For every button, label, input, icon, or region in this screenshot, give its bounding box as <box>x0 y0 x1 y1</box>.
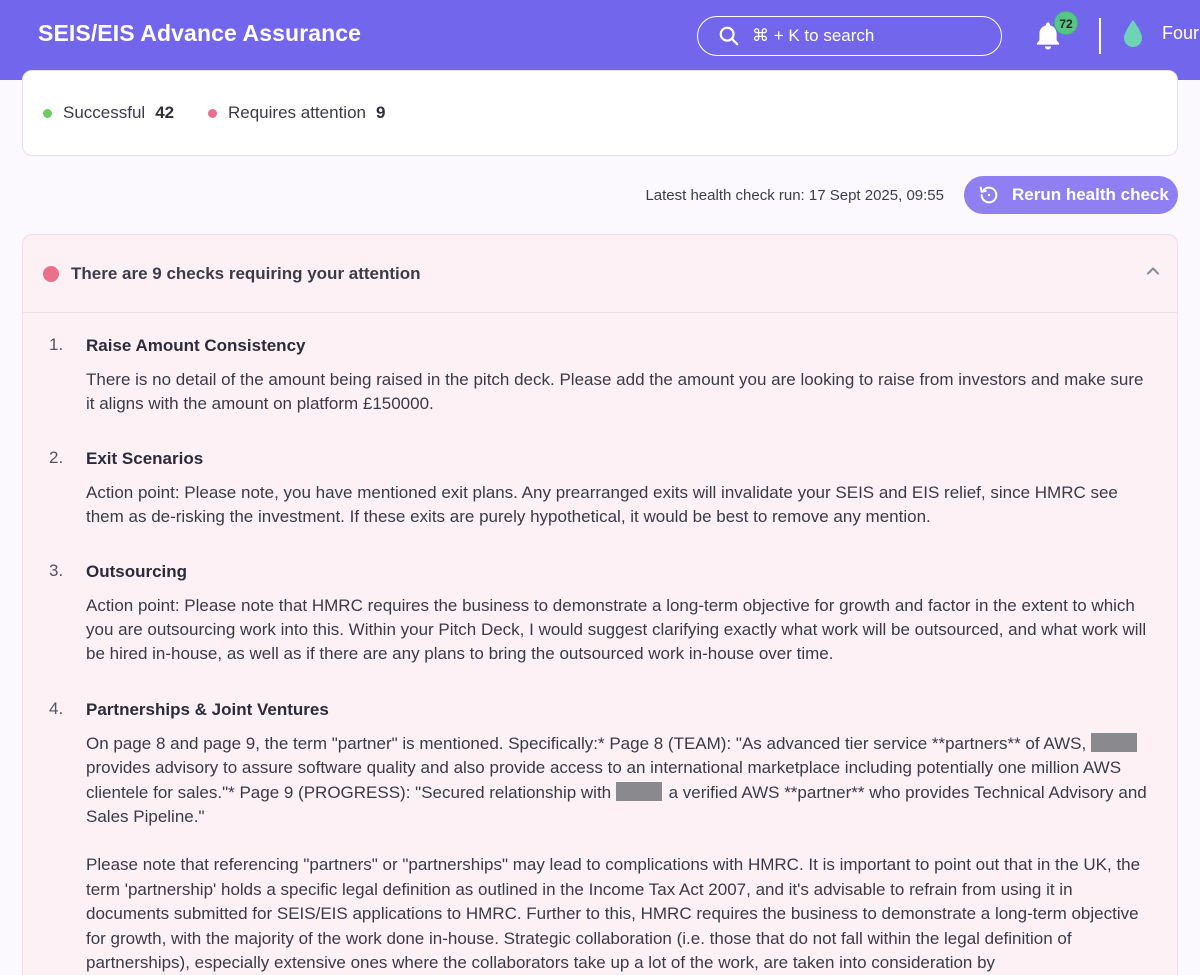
check-body: Action point: Please note, you have mentioned exit plans. Any prearranged exits will invalidate your SEIS and EIS relief, since HMRC see them as de-risking the investment. If these exits are purely hypothetical, it would be best to remove any mention. <box>86 482 1118 527</box>
chevron-up-icon[interactable] <box>1145 263 1161 279</box>
list-item <box>49 448 1155 530</box>
top-bar <box>0 0 1200 80</box>
header-divider <box>1099 18 1101 54</box>
attention-count: 9 <box>375 103 386 122</box>
check-body: There is no detail of the amount being raised in the pitch deck. Please add the amount you are looking to raise from investors and make sure it aligns with the amount on platform £150000. <box>86 370 1144 414</box>
success-dot-icon <box>43 109 52 118</box>
attention-panel-title: There are 9 checks requiring your attention <box>71 263 421 283</box>
list-item <box>49 561 1155 667</box>
check-index: 4. <box>49 698 64 718</box>
check-index: 3. <box>49 560 64 580</box>
search-input[interactable] <box>697 16 1002 56</box>
check-title: Outsourcing <box>86 561 188 581</box>
check-body-secondary: Please note that referencing "partners" or "partnerships" may lead to complications with HMRC. It is important to point out that in the UK, the term 'partnership' holds a specific legal definition as outlined in the Income Tax Act 2007, and it's advisable to refrain from using it in documents submitted for SEIS/EIS applications to HMRC. Further to this, HMRC requires the business to demonstrate a long-term objective for growth, with the majority of the work done in-house. Strategic collaboration (i.e. those that do not fall within the legal definition of partnerships), especially extensive ones where the collaborators take up a lot of the work, are taken into consideration by <box>86 855 1141 973</box>
search-placeholder: ⌘ + K to search <box>752 26 875 45</box>
attention-stat <box>208 103 385 123</box>
rerun-label: Rerun health check <box>1012 185 1169 204</box>
org-switcher-label[interactable]: Four <box>1162 23 1200 43</box>
notifications-button[interactable] <box>1033 17 1073 54</box>
list-item <box>49 335 1155 417</box>
health-summary-card <box>22 70 1178 156</box>
check-index: 2. <box>49 447 64 467</box>
redacted-block <box>1091 733 1137 752</box>
check-body-part: a verified AWS **partner** who provides Technical Advisory and Sales Pipeline." <box>86 782 1147 827</box>
list-item <box>49 699 1155 975</box>
check-body-part: On page 8 and page 9, the term "partner" is mentioned. Specifically:* Page 8 (TEAM): "As advanced tier service **partners** of AWS, <box>86 733 1087 753</box>
check-body: Action point: Please note that HMRC requires the business to demonstrate a long-term objective for growth and factor in the extent to which you are outsourcing work into this. Within your Pitch Deck, I would suggest clarifying exactly what work will be outsourced, and what work will be hired in-house, as well as if there are any plans to bring the outsourced work in-house over time. <box>86 595 1147 664</box>
page-title: SEIS/EIS Advance Assurance <box>38 20 362 46</box>
successful-stat <box>43 103 174 123</box>
attention-label: Requires attention <box>228 103 366 122</box>
check-title: Partnerships & Joint Ventures <box>86 699 329 719</box>
drop-icon[interactable] <box>1122 18 1144 48</box>
check-title: Exit Scenarios <box>86 448 204 468</box>
attention-panel <box>22 234 1178 975</box>
check-title: Raise Amount Consistency <box>86 336 306 355</box>
notification-count-badge: 72 <box>1054 11 1078 35</box>
health-check-row <box>0 176 1200 216</box>
attention-status-dot-icon <box>43 266 59 282</box>
check-body <box>86 732 1155 830</box>
redacted-block <box>616 782 662 801</box>
rerun-icon <box>978 184 1000 206</box>
attention-dot-icon <box>208 109 217 118</box>
successful-count: 42 <box>155 103 175 122</box>
rerun-health-check-button[interactable] <box>964 176 1178 214</box>
successful-label: Successful <box>63 103 146 122</box>
attention-panel-header[interactable] <box>23 235 1177 313</box>
last-run-timestamp: Latest health check run: 17 Sept 2025, 09:55 <box>645 187 944 204</box>
check-body-part: provides advisory to assure software quality and also provide access to an international marketplace including potentially one million AWS clientele for sales."* Page 9 (PROGRESS): "Secured relationship with <box>86 758 1122 802</box>
check-index: 1. <box>49 335 64 354</box>
check-list <box>23 335 1177 975</box>
search-icon <box>718 25 740 47</box>
